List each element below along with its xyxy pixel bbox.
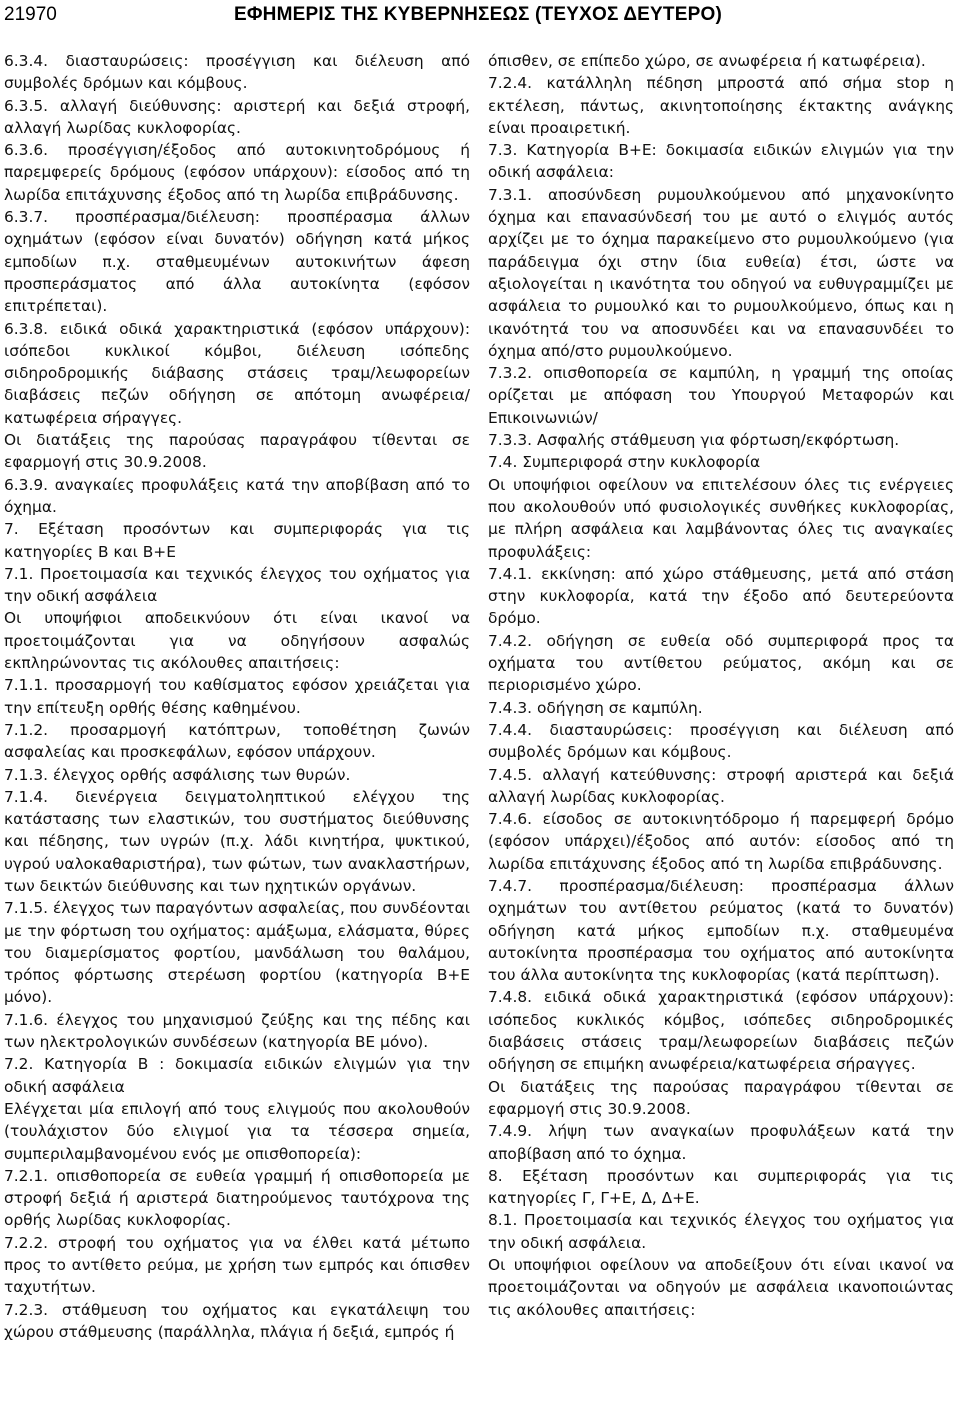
paragraph: 7.4.1. εκκίνηση: από χώρο στάθμευσης, μετά από στάση στην κυκλοφορία, κατά την έξοδο από δευτερεύοντα δρόμο. (488, 564, 954, 628)
paragraph: 7.4.6. είσοδος σε αυτοκινητόδρομο ή παρεμφερή δρόμο (εφόσον υπάρχει)/έξοδος από αυτόν: είσοδος από τη λωρίδα επιτάχυνσης έξοδος από τη λωρίδα επιβράδυνσης. (488, 810, 954, 873)
paragraph: 7.1.3. έλεγχος ορθής ασφάλισης των θυρών. (4, 765, 351, 784)
paragraph: 7.1.2. προσαρμογή κατόπτρων, τοποθέτηση ζωνών ασφαλείας και προσκεφάλων, εφόσον υπάρχουν. (4, 720, 470, 762)
page-header (4, 4, 956, 28)
paragraph: 7.3.3. Ασφαλής στάθμευση για φόρτωση/εκφόρτωση. (488, 431, 900, 450)
paragraph: Οι διατάξεις της παρούσας παραγράφου τίθενται σε εφαρμογή στις 30.9.2008. (4, 431, 470, 472)
left-text-column (4, 50, 470, 1343)
paragraph: 7.4.4. διασταυρώσεις: προσέγγιση και διέλευση από συμβολές δρόμων και κόμβους. (488, 720, 954, 762)
page-number: 21970 (4, 4, 57, 25)
paragraph: 7.1.4. διενέργεια δειγματοληπτικού ελέγχου της κατάστασης των ελαστικών, του συστήματος διεύθυνσης και πέδησης, των υγρών (π.χ. λάδι κινητήρα, ψυκτικού, υγρού υαλοκαθαριστήρα), των φώτων, των ανακλαστήρων, των δεικτών διεύθυνσης και των ηχητικών οργάνων. (4, 787, 470, 895)
paragraph: 7.4.2. οδήγηση σε ευθεία οδό συμπεριφορά προς τα οχήματα του αντίθετου ρεύματος, ακόμη και σε περιορισμένο χώρο. (488, 631, 954, 695)
section-heading: 8. Εξέταση προσόντων και συμπεριφοράς για τις κατηγορίες Γ, Γ+Ε, Δ, Δ+Ε. (488, 1166, 954, 1208)
paragraph: 6.3.8. ειδικά οδικά χαρακτηριστικά (εφόσον υπάρχουν): ισόπεδοι κυκλικοί κόμβοι, διέλευση ισόπεδης σιδηροδρομικής διάβασης στάσεις τραμ/λεωφορείων διαβάσεις πεζών οδήγηση σε απότομη ανωφέρεια/κατωφέρεια σήραγγες. (4, 319, 470, 427)
subsection-heading: 8.1. Προετοιμασία και τεχνικός έλεγχος του οχήματος για την οδική ασφάλεια. (488, 1211, 954, 1252)
paragraph: 7.2.3. στάθμευση του οχήματος και εγκατάλειψη του χώρου στάθμευσης (παράλληλα, πλάγια ή δεξιά, εμπρός ή (4, 1300, 470, 1341)
paragraph: 6.3.5. αλλαγή διεύθυνσης: αριστερή και δεξιά στροφή, αλλαγή λωρίδας κυκλοφορίας. (4, 96, 470, 137)
paragraph: Οι διατάξεις της παρούσας παραγράφου τίθενται σε εφαρμογή στις 30.9.2008. (488, 1077, 954, 1118)
paragraph: 7.4.9. λήψη των αναγκαίων προφυλάξεων κατά την αποβίβαση από το όχημα. (488, 1122, 954, 1163)
subsection-heading: 7.2. Κατηγορία Β : δοκιμασία ειδικών ελιγμών για την οδική ασφάλεια (4, 1055, 470, 1096)
gazette-title: ΕΦΗΜΕΡΙΣ ΤΗΣ ΚΥΒΕΡΝΗΣΕΩΣ (ΤΕΥΧΟΣ ΔΕΥΤΕΡΟ) (234, 4, 722, 25)
paragraph: 7.4.5. αλλαγή κατεύθυνσης: στροφή αριστερά και δεξιά αλλαγή λωρίδας κυκλοφορίας. (488, 765, 954, 806)
paragraph: Ελέγχεται μία επιλογή από τους ελιγμούς που ακολουθούν (τουλάχιστον δύο ελιγμοί για τα τέσσερα σημεία, συμπεριλαμβανομένου ενός με οπισθοπορεία): (4, 1099, 470, 1163)
paragraph: 7.1.6. έλεγχος του μηχανισμού ζεύξης και της πέδης και των ηλεκτρολογικών συνδέσεων (κατηγορία ΒΕ μόνο). (4, 1010, 470, 1052)
paragraph: 7.3.2. οπισθοπορεία σε καμπύλη, η γραμμή της οποίας ορίζεται με απόφαση του Υπουργού Μεταφορών και Επικοινωνιών/ (488, 364, 954, 427)
subsection-heading: 7.4. Συμπεριφορά στην κυκλοφορία (488, 453, 761, 472)
paragraph: 7.4.7. προσπέρασμα/διέλευση: προσπέρασμα άλλων οχημάτων του αντίθετου ρεύματος (κατά το δυνατόν) οδήγηση κατά μήκος εμποδίων π.χ. σταθμευμένα αυτοκίνητα προσπέρασμα του οχήματος από αυτοκίνητα του άλλα αυτοκίνητα της κυκλοφορίας (κατά περίπτωση). (488, 876, 954, 985)
paragraph: 7.2.2. στροφή του οχήματος για να έλθει κατά μέτωπο προς το αντίθετο ρεύμα, με χρήση των εμπρός και όπισθεν ταχυτήτων. (4, 1233, 470, 1297)
paragraph: όπισθεν, σε επίπεδο χώρο, σε ανωφέρεια ή κατωφέρεια). (488, 52, 926, 70)
section-heading: 7. Εξέταση προσόντων και συμπεριφοράς για τις κατηγορίες Β και Β+Ε (4, 520, 470, 561)
paragraph: 6.3.7. προσπέρασμα/διέλευση: προσπέρασμα άλλων οχημάτων (εφόσον είναι δυνατόν) οδήγηση κατά μήκος εμποδίων π.χ. σταθμευμένων αυτοκινήτων άφεση προσπεράσματος από άλλα αυτοκίνητα (εφόσον επιτρέπεται). (4, 208, 470, 316)
paragraph: Οι υποψήφιοι αποδεικνύουν ότι είναι ικανοί να προετοιμάζονται για να οδηγήσουν ασφαλώς εκπληρώνοντας τις ακόλουθες απαιτήσεις: (4, 609, 470, 673)
subsection-heading: 7.3. Κατηγορία Β+Ε: δοκιμασία ειδικών ελιγμών για την οδική ασφάλεια: (488, 141, 954, 182)
paragraph: 7.2.1. οπισθοπορεία σε ευθεία γραμμή ή οπισθοπορεία με στροφή δεξιά ή αριστερά διατηρούμενος ταυτόχρονα της ορθής λωρίδας κυκλοφορίας. (4, 1166, 470, 1230)
paragraph: 7.3.1. αποσύνδεση ρυμουλκούμενου από μηχανοκίνητο όχημα και επανασύνδεσή του με αυτό ο ελιγμός αυτός αρχίζει με το όχημα παρακείμενο στο ρυμουλκούμενο (για παράδειγμα όχι στην ίδια ευθεία) έτσι, ώστε να αξιολογείται η ικανότητα του οδηγού να ευθυγραμμίζει με ασφάλεια το ρυμουλκό και το ρυμουλκούμενο, όπως και η ικανότητά του να αποσυνδέει και να επανασυνδέει το όχημα από/στο ρυμουλκούμενο. (488, 185, 954, 360)
subsection-heading: 7.1. Προετοιμασία και τεχνικός έλεγχος του οχήματος για την οδική ασφάλεια (4, 564, 470, 606)
paragraph: 6.3.6. προσέγγιση/έξοδος από αυτοκινητοδρόμους ή παρεμφερείς δρόμους (εφόσον υπάρχουν): είσοδος από τη λωρίδα επιτάχυνσης έξοδος από τη λωρίδα επιβράδυνσης. (4, 141, 470, 204)
paragraph: 7.1.1. προσαρμογή του καθίσματος εφόσον χρειάζεται για την επίτευξη ορθής θέσης καθημένου. (4, 676, 470, 717)
paragraph: Οι υποψήφιοι οφείλουν να επιτελέσουν όλες τις ενέργειες που ακολουθούν υπό φυσιολογικές συνθήκες κυκλοφορίας, με πλήρη ασφάλεια και λαμβάνοντας όλες τις αναγκαίες προφυλάξεις: (488, 475, 954, 561)
paragraph: Οι υποψήφιοι οφείλουν να αποδείξουν ότι είναι ικανοί να προετοιμάζονται να οδηγούν με ασφάλεια ικανοποιώντας τις ακόλουθες απαιτήσεις: (488, 1256, 954, 1319)
right-text-column (488, 50, 954, 1321)
paragraph: 7.4.3. οδήγηση σε καμπύλη. (488, 698, 703, 717)
paragraph: 7.2.4. κατάλληλη πέδηση μπροστά από σήμα stop η εκτέλεση, πάντως, ακινητοποίησης έκτακτης ανάγκης είναι προαιρετική. (488, 74, 954, 137)
paragraph: 6.3.9. αναγκαίες προφυλάξεις κατά την αποβίβαση από το όχημα. (4, 475, 470, 516)
paragraph: 6.3.4. διασταυρώσεις: προσέγγιση και διέλευση από συμβολές δρόμων και κόμβους. (4, 52, 470, 93)
paragraph: 7.4.8. ειδικά οδικά χαρακτηριστικά (εφόσον υπάρχουν): ισόπεδος κυκλικός κόμβος, ισόπεδες σιδηροδρομικές διαβάσεις στάσεις τραμ/λεωφορείων διαβάσεις πεζών οδήγηση σε επιμήκη ανωφέρεια/κατωφέρεια σήραγγες. (488, 988, 954, 1074)
paragraph: 7.1.5. έλεγχος των παραγόντων ασφαλείας, που συνδέονται με την φόρτωση του οχήματος: αμάξωμα, ελάσματα, θύρες του διαμερίσματος φορτίου, μανδάλωση του θαλάμου, τρόπος φόρτωσης στερέωση φορτίου (κατηγορία Β+Ε μόνο). (4, 899, 470, 1007)
